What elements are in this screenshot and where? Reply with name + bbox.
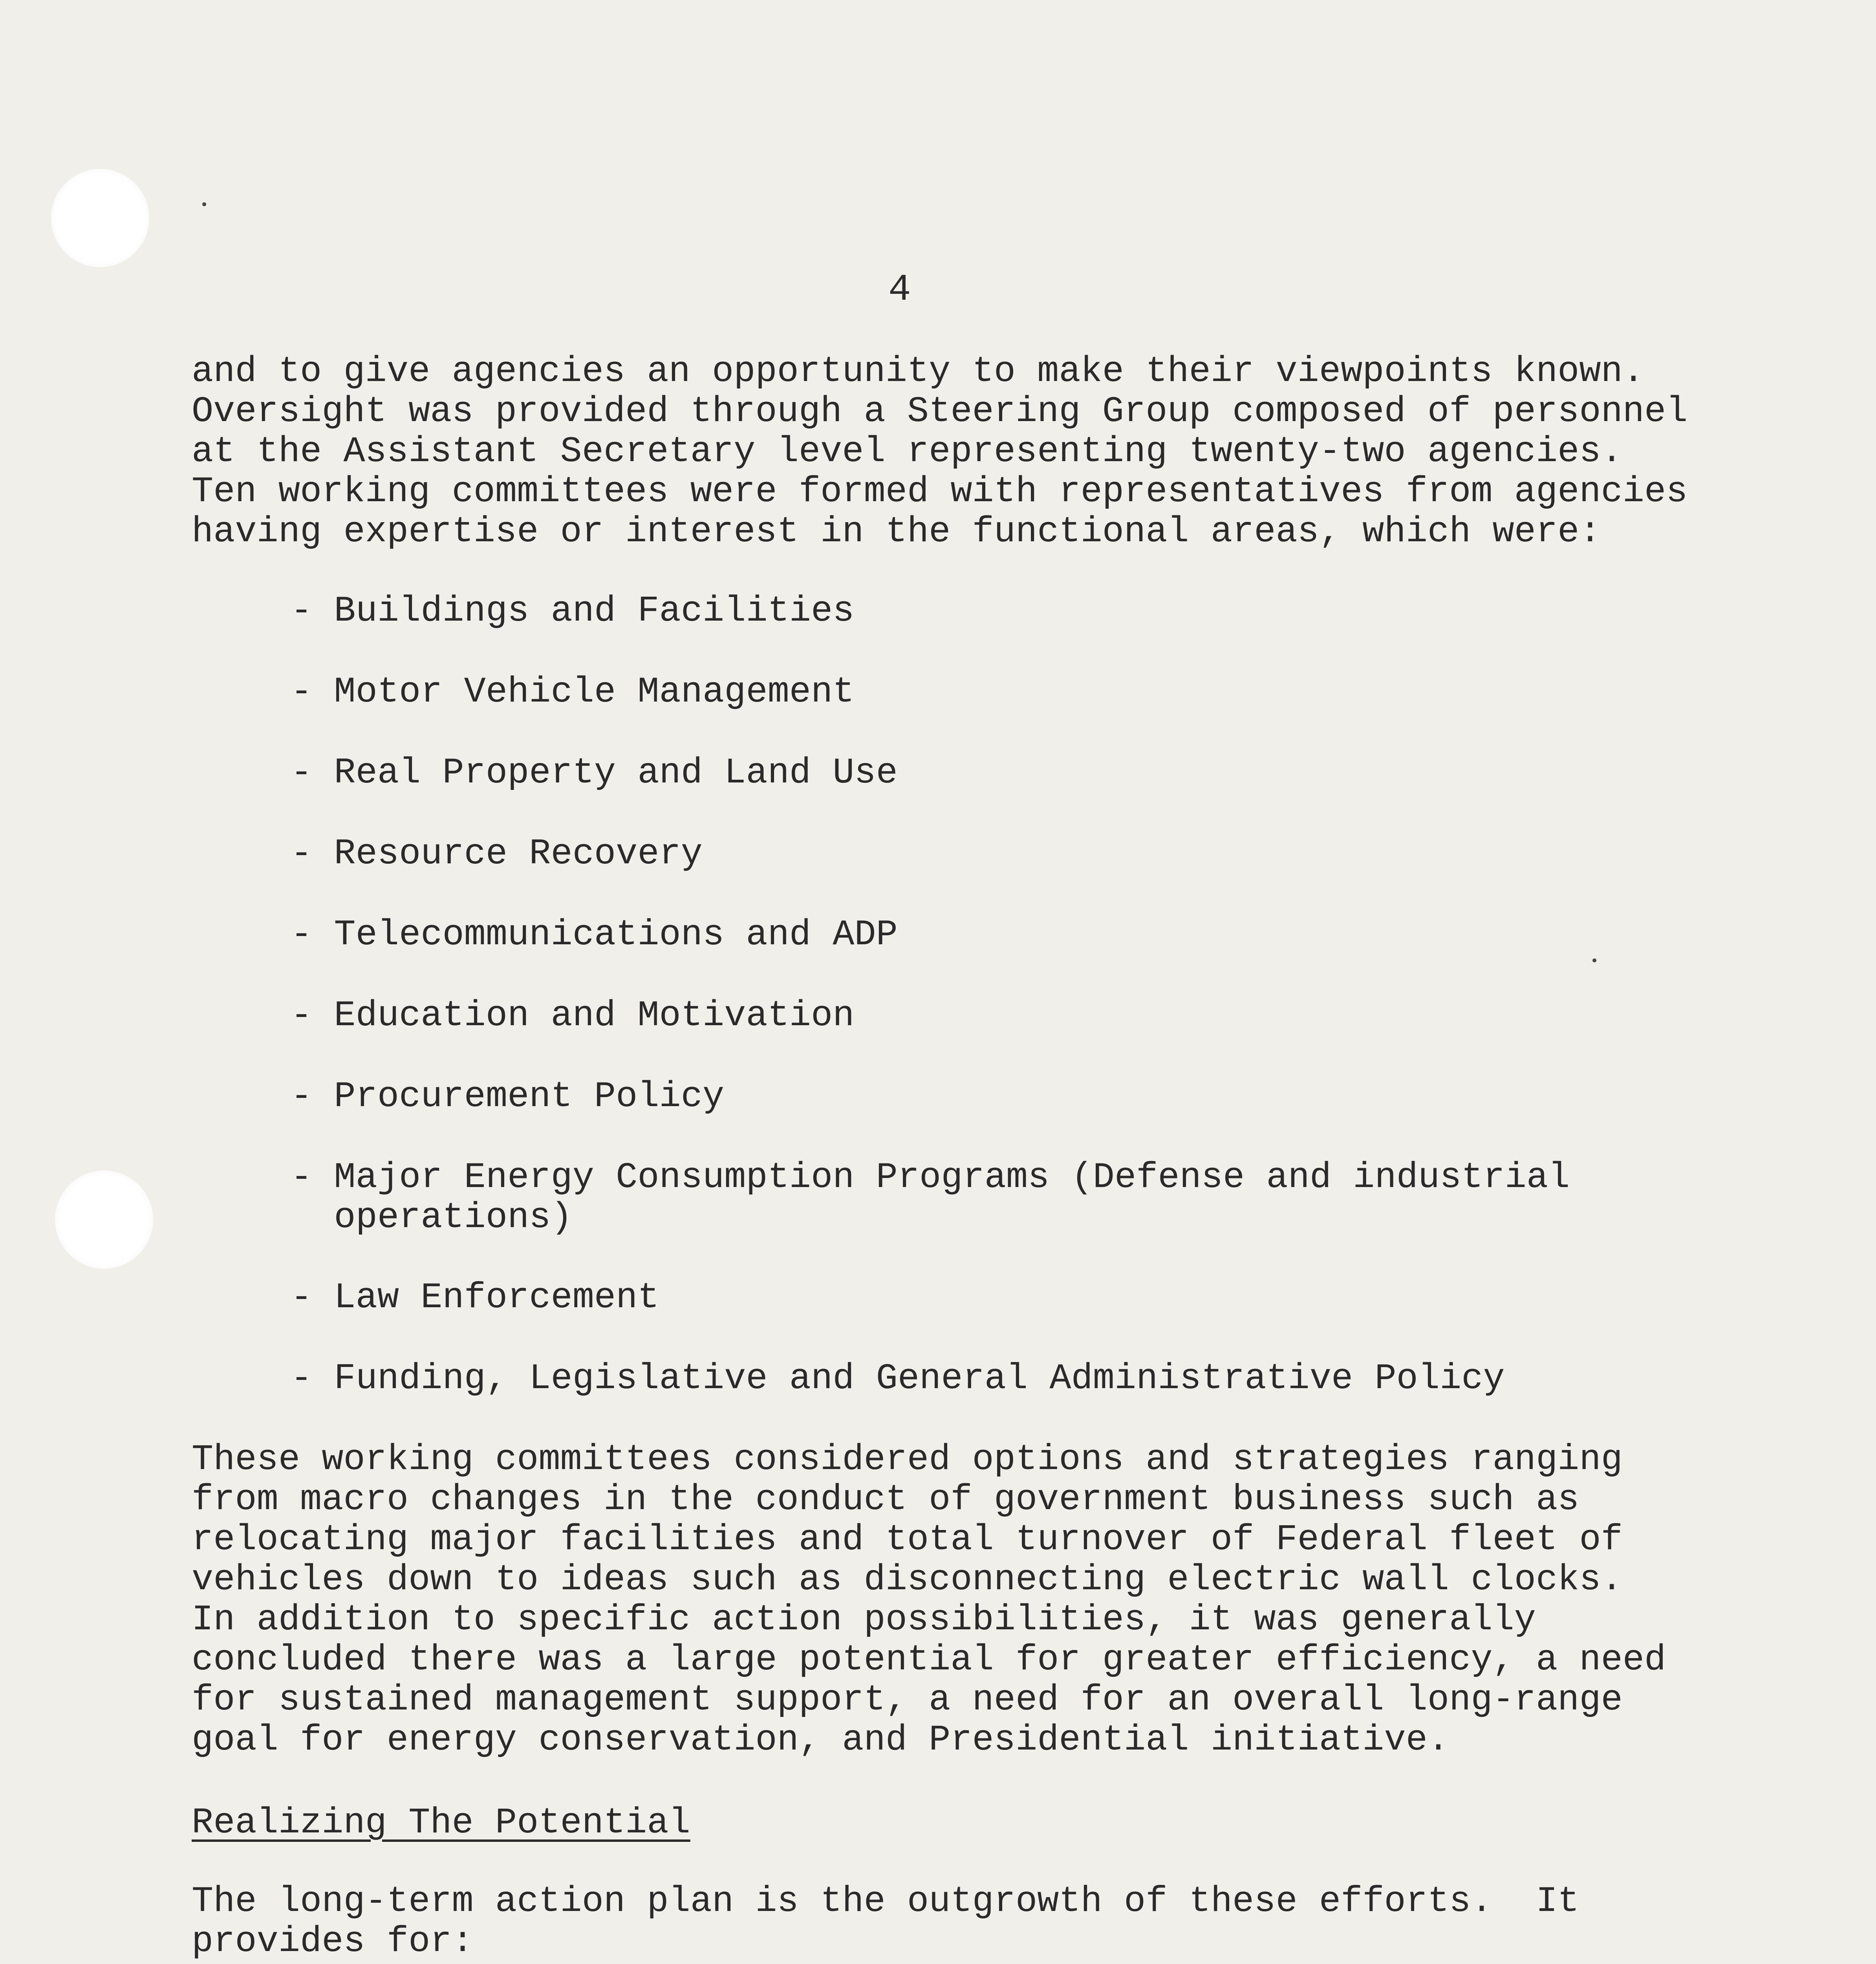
punch-hole-top	[51, 169, 149, 267]
list-item: - Telecommunications and ADP	[291, 914, 898, 955]
list-item: - Motor Vehicle Management	[291, 671, 855, 713]
list-item: - Funding, Legislative and General Administrative Policy	[291, 1358, 1505, 1399]
plan-paragraph: The long-term action plan is the outgrowth of these efforts. It provides for:	[192, 1881, 1580, 1962]
page-number: 4	[888, 268, 911, 311]
list-item: - Procurement Policy	[291, 1076, 725, 1117]
scan-speck	[1592, 958, 1596, 962]
section-heading: Realizing The Potential	[192, 1802, 690, 1843]
functional-areas-list	[291, 591, 1587, 1440]
list-item: - Real Property and Land Use	[291, 752, 898, 793]
scan-speck	[202, 202, 206, 206]
list-item: - Buildings and Facilities	[291, 590, 855, 632]
committee-paragraph: These working committees considered options and strategies ranging from macro changes in the conduct of government business such as relocating major facilities and total turnover of Federal fleet of vehicles down to ideas such as disconnecting electric wall clocks. In addition to specific action possibilities, it was generally concluded there was a large potential for greater efficiency, a need for sustained management support, a need for an overall long-range goal for energy conservation, and Presidential initiative.	[192, 1439, 1666, 1761]
punch-hole-middle	[55, 1171, 153, 1269]
list-item: - Law Enforcement	[291, 1277, 659, 1318]
list-item: - Education and Motivation	[291, 995, 855, 1036]
intro-paragraph: and to give agencies an opportunity to make their viewpoints known. Oversight was provided through a Steering Group composed of personnel at the Assistant Secretary level representing twenty-two agencies. Ten working committees were formed with representatives from agencies having expertise or interest in the functional areas, which were:	[192, 351, 1688, 552]
list-item: - Resource Recovery	[291, 833, 703, 874]
list-item: - Major Energy Consumption Programs (Defense and industrial operations)	[291, 1157, 1570, 1238]
